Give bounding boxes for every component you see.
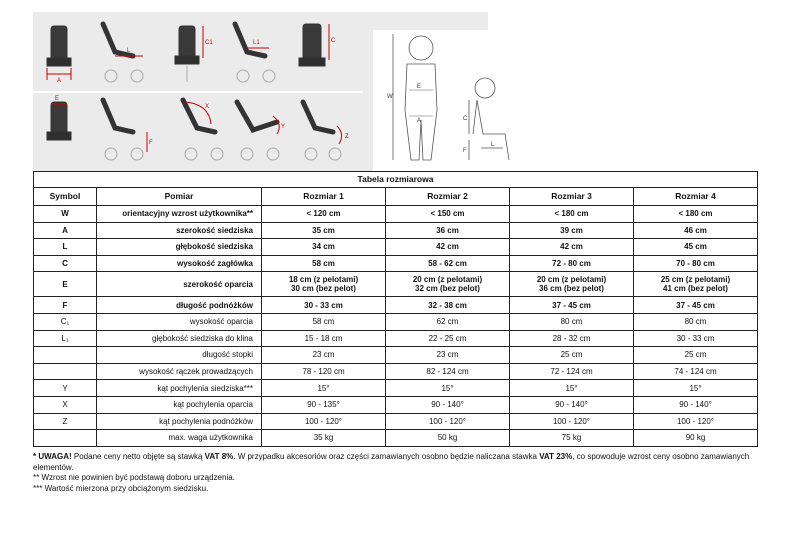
label-A: A: [57, 78, 62, 84]
header-cell: Rozmiar 3: [510, 188, 634, 206]
table-cell: wysokość rączek prowadzących: [97, 363, 262, 380]
table-cell: wysokość oparcia: [97, 313, 262, 330]
table-cell: [34, 347, 97, 364]
table-cell: 74 - 124 cm: [634, 363, 758, 380]
table-cell: 25 cm: [634, 347, 758, 364]
label-E-child: E: [417, 84, 422, 90]
header-cell: Rozmiar 4: [634, 188, 758, 206]
table-cell: 58 cm: [262, 255, 386, 272]
header-cell: Rozmiar 1: [262, 188, 386, 206]
header-cell: Symbol: [34, 188, 97, 206]
table-row: [34, 222, 758, 239]
chair-front-width-icon: [47, 26, 71, 84]
table-cell: głębokość siedziska do klina: [97, 330, 262, 347]
table-cell: 36 cm: [386, 222, 510, 239]
measurement-diagram: [33, 12, 495, 172]
note-height: ** Wzrost nie powinien być podstawą doboru urządzenia.: [33, 473, 235, 482]
table-cell: 90 - 140°: [386, 396, 510, 413]
table-cell: 35 cm: [262, 222, 386, 239]
table-cell: < 120 cm: [262, 206, 386, 223]
table-cell: 28 - 32 cm: [510, 330, 634, 347]
table-cell: 34 cm: [262, 239, 386, 256]
table-cell: kąt pochylenia siedziska***: [97, 380, 262, 397]
header-cell: Pomiar: [97, 188, 262, 206]
table-cell: wysokość zagłówka: [97, 255, 262, 272]
table-cell: 100 - 120°: [262, 413, 386, 430]
table-row: [34, 297, 758, 314]
table-cell: 30 - 33 cm: [634, 330, 758, 347]
label-C: C: [331, 38, 336, 44]
table-cell: 72 - 80 cm: [510, 255, 634, 272]
table-cell: 46 cm: [634, 222, 758, 239]
label-C1: C1: [205, 40, 213, 46]
table-cell: 15°: [386, 380, 510, 397]
table-cell: Y: [34, 380, 97, 397]
table-cell: W: [34, 206, 97, 223]
table-cell: 15 - 18 cm: [262, 330, 386, 347]
table-cell: 30 - 33 cm: [262, 297, 386, 314]
table-cell: [34, 430, 97, 447]
table-cell: 39 cm: [510, 222, 634, 239]
table-cell: [34, 363, 97, 380]
table-cell: 25 cm: [510, 347, 634, 364]
table-cell: Z: [34, 413, 97, 430]
table-cell: 15°: [634, 380, 758, 397]
table-cell: 58 cm: [262, 313, 386, 330]
table-cell: < 150 cm: [386, 206, 510, 223]
table-cell: X: [34, 396, 97, 413]
size-table: [33, 171, 758, 447]
label-C-child: C: [463, 116, 468, 122]
table-cell: C: [34, 255, 97, 272]
table-cell: L₁: [34, 330, 97, 347]
label-L-child: L: [491, 142, 495, 148]
table-cell: 78 - 120 cm: [262, 363, 386, 380]
table-cell: 45 cm: [634, 239, 758, 256]
table-cell: szerokość siedziska: [97, 222, 262, 239]
table-cell: 32 - 38 cm: [386, 297, 510, 314]
table-cell: 90 - 135°: [262, 396, 386, 413]
label-A-child: A: [417, 118, 422, 124]
table-cell: 82 - 124 cm: [386, 363, 510, 380]
chair-side-wedge-depth-icon: [235, 24, 275, 82]
table-cell: długość podnóżków: [97, 297, 262, 314]
table-row: [34, 330, 758, 347]
label-F: F: [149, 140, 153, 146]
table-cell: kąt pochylenia oparcia: [97, 396, 262, 413]
table-cell: 37 - 45 cm: [634, 297, 758, 314]
table-cell: < 180 cm: [510, 206, 634, 223]
label-E: E: [55, 96, 60, 102]
header-cell: Rozmiar 2: [386, 188, 510, 206]
label-X: X: [205, 104, 210, 110]
table-cell: F: [34, 297, 97, 314]
table-cell: 75 kg: [510, 430, 634, 447]
table-cell: długość stopki: [97, 347, 262, 364]
table-cell: 22 - 25 cm: [386, 330, 510, 347]
table-cell: 35 kg: [262, 430, 386, 447]
table-row: [34, 430, 758, 447]
table-cell: 90 - 140°: [634, 396, 758, 413]
table-cell: 100 - 120°: [386, 413, 510, 430]
table-cell: szerokość oparcia: [97, 272, 262, 297]
table-cell: 100 - 120°: [634, 413, 758, 430]
chair-front-back-width-icon: [47, 96, 71, 140]
table-cell: 15°: [510, 380, 634, 397]
table-cell: 72 - 124 cm: [510, 363, 634, 380]
table-title: Tabela rozmiarowa: [34, 172, 758, 188]
table-cell: 80 cm: [634, 313, 758, 330]
chair-side-backrest-angle-icon: [183, 100, 223, 160]
label-F-child: F: [463, 148, 467, 154]
table-row: [34, 272, 758, 297]
table-cell: 42 cm: [510, 239, 634, 256]
table-cell: 37 - 45 cm: [510, 297, 634, 314]
table-cell: 58 - 62 cm: [386, 255, 510, 272]
table-row: [34, 313, 758, 330]
footnotes: [33, 452, 773, 494]
table-row: [34, 363, 758, 380]
table-cell: 50 kg: [386, 430, 510, 447]
table-cell: 20 cm (z pelotami) 32 cm (bez pelot): [386, 272, 510, 297]
table-cell: 80 cm: [510, 313, 634, 330]
chair-front-back-height-icon: [175, 26, 213, 82]
chair-side-footrest-angle-icon: [303, 102, 349, 160]
table-header-row: [34, 188, 758, 206]
table-cell: 23 cm: [386, 347, 510, 364]
chair-side-tilt-icon: [237, 102, 285, 160]
table-cell: L: [34, 239, 97, 256]
label-Z: Z: [345, 134, 349, 140]
chair-side-footrest-icon: [103, 100, 153, 160]
table-cell: 90 - 140°: [510, 396, 634, 413]
table-cell: orientacyjny wzrost użytkownika**: [97, 206, 262, 223]
table-row: [34, 239, 758, 256]
table-cell: kąt pochylenia podnóżków: [97, 413, 262, 430]
table-cell: 15°: [262, 380, 386, 397]
table-cell: 23 cm: [262, 347, 386, 364]
table-cell: E: [34, 272, 97, 297]
table-cell: 42 cm: [386, 239, 510, 256]
table-cell: 25 cm (z pelotami) 41 cm (bez pelot): [634, 272, 758, 297]
table-row: [34, 206, 758, 223]
table-row: [34, 396, 758, 413]
table-cell: głębokość siedziska: [97, 239, 262, 256]
chair-front-headrest-icon: [299, 24, 336, 66]
table-row: [34, 347, 758, 364]
child-measurement-icon: [373, 30, 523, 180]
table-cell: 18 cm (z pelotami) 30 cm (bez pelot): [262, 272, 386, 297]
table-row: [34, 413, 758, 430]
table-cell: < 180 cm: [634, 206, 758, 223]
table-cell: 62 cm: [386, 313, 510, 330]
label-L1: L1: [253, 40, 260, 46]
label-L: L: [127, 48, 131, 54]
table-cell: 70 - 80 cm: [634, 255, 758, 272]
table-row: [34, 380, 758, 397]
note-vat: * UWAGA! Podane ceny netto objęte są stawką VAT 8%. W przypadku akcesoriów oraz części zamawianych osobno będzie naliczana stawka VAT 23%, co spowoduje wzrost ceny osobno zamawianych elementów.: [33, 452, 750, 472]
note-measure: *** Wartość mierzona przy obciążonym siedzisku.: [33, 483, 209, 493]
table-cell: max. waga użytkownika: [97, 430, 262, 447]
table-cell: C₁: [34, 313, 97, 330]
label-Y: Y: [281, 124, 286, 130]
chair-side-depth-icon: [103, 24, 143, 82]
table-cell: 90 kg: [634, 430, 758, 447]
table-cell: 20 cm (z pelotami) 36 cm (bez pelot): [510, 272, 634, 297]
table-cell: 100 - 120°: [510, 413, 634, 430]
table-cell: A: [34, 222, 97, 239]
table-row: [34, 255, 758, 272]
label-W: W: [387, 94, 393, 100]
